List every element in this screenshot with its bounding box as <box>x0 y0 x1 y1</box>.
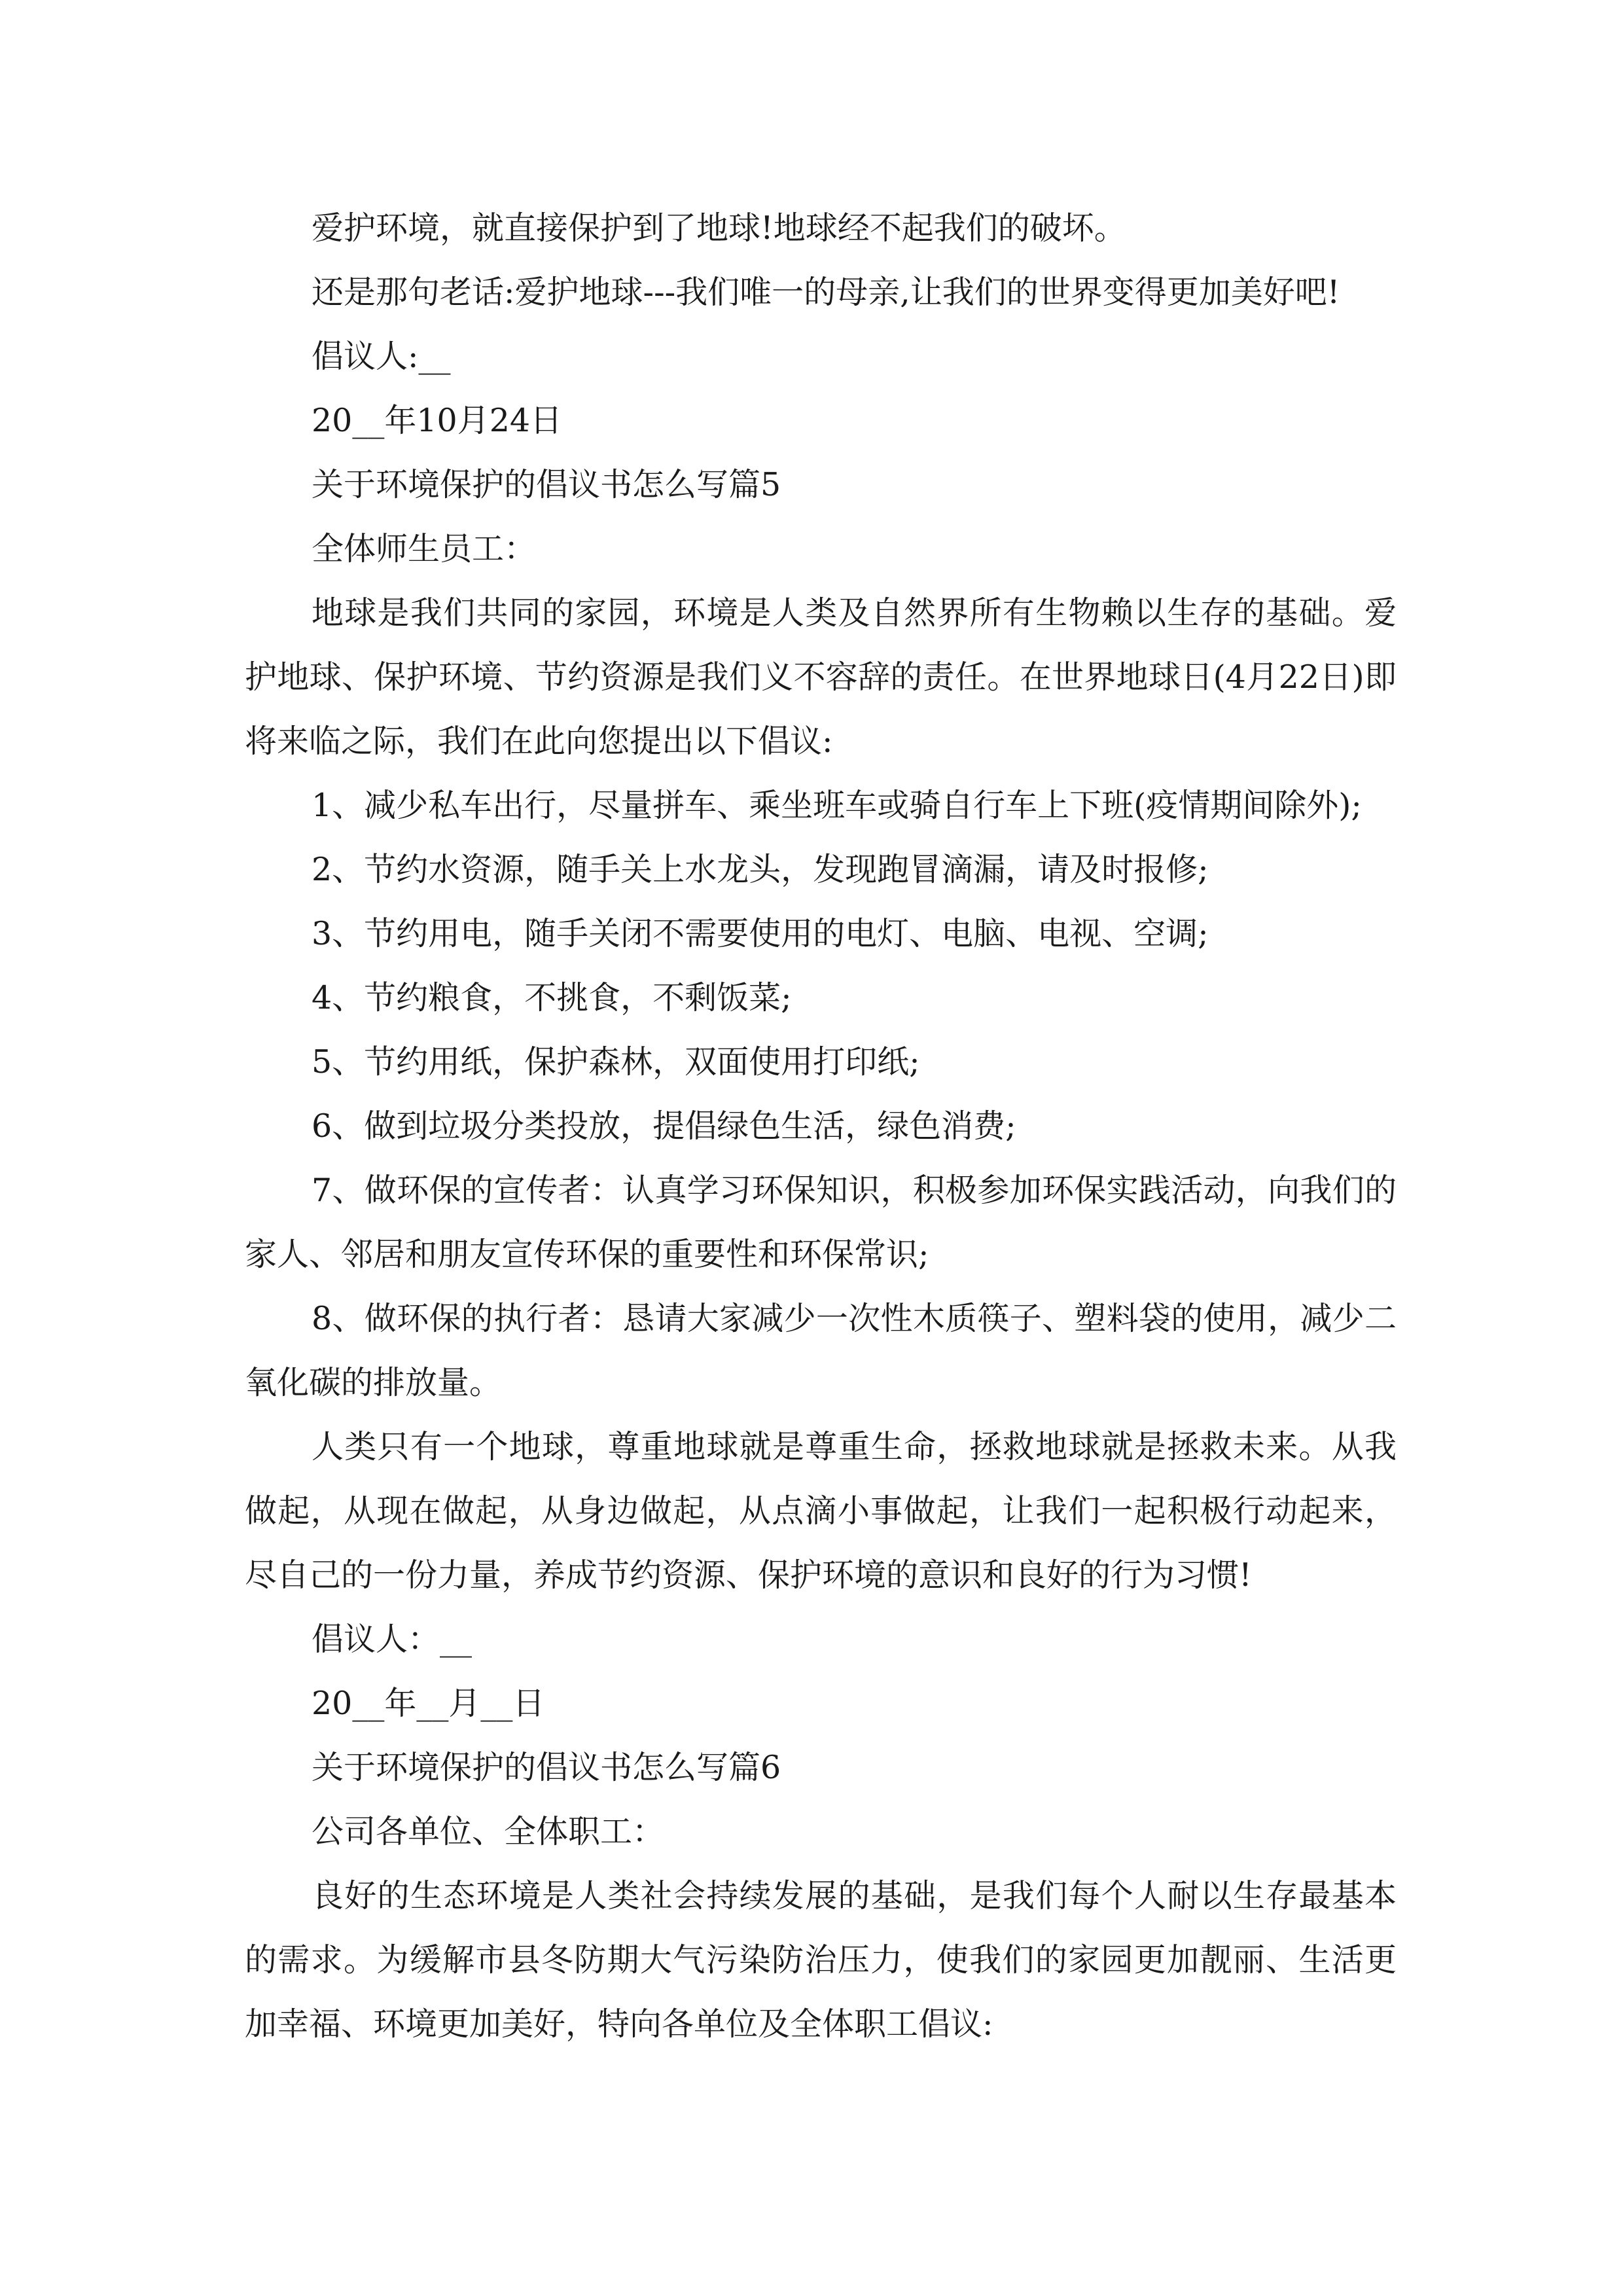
list-item: 5、节约用纸，保护森林，双面使用打印纸; <box>312 1043 920 1081</box>
list-item: 2、节约水资源，随手关上水龙头，发现跑冒滴漏，请及时报修; <box>312 851 1209 888</box>
list-item: 6、做到垃圾分类投放，提倡绿色生活，绿色消费; <box>312 1107 1016 1145</box>
list-item: 4、节约粮食，不挑食，不剩饭菜; <box>312 979 792 1016</box>
paragraph-closing-line: 爱护环境，就直接保护到了地球!地球经不起我们的破坏。 <box>312 209 1126 247</box>
signature-date: 20__年__月__日 <box>312 1685 545 1722</box>
section-heading: 关于环境保护的倡议书怎么写篇6 <box>312 1749 781 1786</box>
paragraph-intro: 地球是我们共同的家园，环境是人类及自然界所有生物赖以生存的基础。爱护地球、保护环境、节约资源是我们义不容辞的责任。在世界地球日(4月22日)即将来临之际，我们在此向您提出以下倡议: <box>245 594 1397 760</box>
paragraph-intro: 良好的生态环境是人类社会持续发展的基础，是我们每个人耐以生存最基本的需求。为缓解市县冬防期大气污染防治压力，使我们的家园更加靓丽、生活更加幸福、环境更加美好，特向各单位及全体职工倡议: <box>245 1877 1397 2043</box>
signature-date: 20__年10月24日 <box>312 402 563 439</box>
salutation: 全体师生员工： <box>312 530 537 567</box>
document-body <box>245 196 1397 2056</box>
salutation: 公司各单位、全体职工： <box>312 1813 665 1850</box>
list-item: 1、减少私车出行，尽量拼车、乘坐班车或骑自行车上下班(疫情期间除外); <box>312 787 1362 824</box>
list-item: 3、节约用电，随手关闭不需要使用的电灯、电脑、电视、空调; <box>312 915 1209 952</box>
signature-initiator: 倡议人：__ <box>312 1621 473 1658</box>
list-item: 7、做环保的宣传者：认真学习环保知识，积极参加环保实践活动，向我们的家人、邻居和朋友宣传环保的重要性和环保常识; <box>245 1172 1397 1273</box>
paragraph-conclusion: 人类只有一个地球，尊重地球就是尊重生命，拯救地球就是拯救未来。从我做起，从现在做起，从身边做起，从点滴小事做起，让我们一起积极行动起来，尽自己的一份力量，养成节约资源、保护环境的意识和良好的行为习惯! <box>245 1428 1397 1594</box>
paragraph-slogan: 还是那句老话:爱护地球---我们唯一的母亲,让我们的世界变得更加美好吧! <box>312 274 1340 311</box>
list-item: 8、做环保的执行者：恳请大家减少一次性木质筷子、塑料袋的使用，减少二氧化碳的排放量。 <box>245 1300 1397 1401</box>
section-heading: 关于环境保护的倡议书怎么写篇5 <box>312 466 781 503</box>
signature-initiator: 倡议人:__ <box>312 338 451 375</box>
